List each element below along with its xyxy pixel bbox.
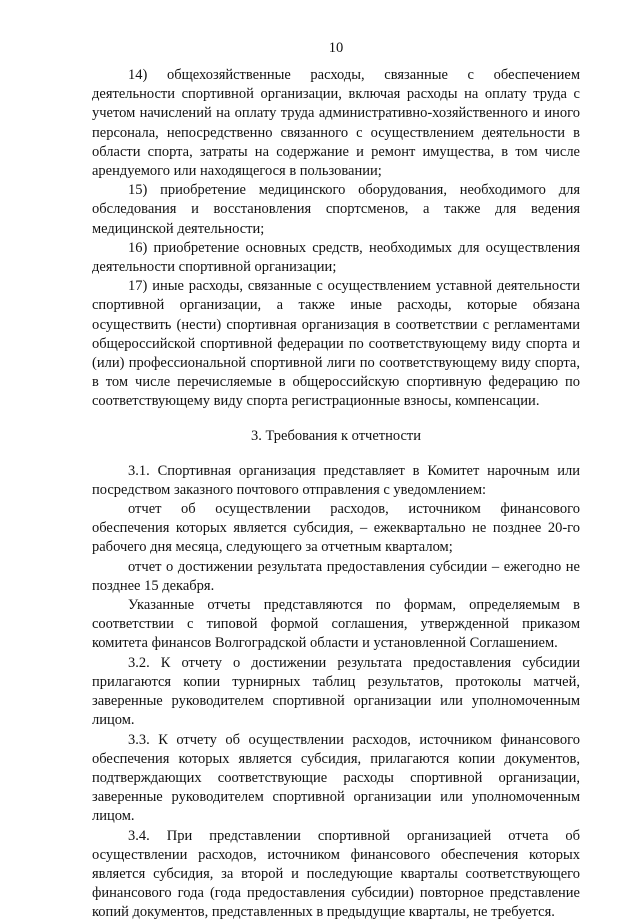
list-item-17: 17) иные расходы, связанные с осуществлением уставной деятельности спортивной организации, а также иные расходы, которые обязана осуществить (нести) спортивная организация в соответствии с регламентами общероссийской спортивной федерации по соответствующему виду спорта и (или) профессиональной спортивной лиги по соответствующему виду спорта, в том числе перечисляемые в общероссийскую спортивную федерацию по соответствующему виду спорта регистрационные взносы, компенсации. <box>92 278 580 410</box>
paragraph-expense-report: отчет об осуществлении расходов, источником финансового обеспечения которых является субсидия, – ежеквартально не позднее 20-го рабочего дня месяца, следующего за отчетным кварталом; <box>92 501 580 556</box>
page-number: 10 <box>328 40 344 56</box>
paragraph-3-4: 3.4. При представлении спортивной организацией отчета об осуществлении расходов, источником финансового обеспечения которых является субсидия, за второй и последующие кварталы соответствующего финансового года (года предоставления субсидии) повторное представление копий документов, представленных в предыдущие кварталы, не требуется. <box>92 827 580 921</box>
document-page <box>92 38 580 923</box>
paragraph-3-1: 3.1. Спортивная организация представляет в Комитет нарочным или посредством заказного почтового отправления с уведомлением: <box>92 462 580 498</box>
paragraph-result-report: отчет о достижении результата предоставления субсидии – ежегодно не позднее 15 декабря. <box>92 558 580 594</box>
list-item-14: 14) общехозяйственные расходы, связанные с обеспечением деятельности спортивной организации, включая расходы на оплату труда с учетом начислений на оплату труда административно-хозяйственного и иного персонала, непосредственно связанного с осуществлением деятельности в области спорта, затраты на содержание и ремонт имущества, в том числе арендуемого или находящегося в пользовании; <box>92 67 580 180</box>
paragraph-3-2: 3.2. К отчету о достижении результата предоставления субсидии прилагаются копии турнирных таблиц результатов, протоколы матчей, заверенные руководителем спортивной организации или уполномоченным лицом. <box>92 654 580 729</box>
list-item-15: 15) приобретение медицинского оборудования, необходимого для обследования и восстановления спортсменов, а также для ведения медицинской деятельности; <box>92 182 580 237</box>
paragraph-report-forms: Указанные отчеты представляются по формам, определяемым в соответствии с типовой формой соглашения, утвержденной приказом комитета финансов Волгоградской области и установленной Соглашением. <box>92 597 580 652</box>
section-heading: 3. Требования к отчетности <box>250 427 422 444</box>
list-item-16: 16) приобретение основных средств, необходимых для осуществления деятельности спортивной организации; <box>92 239 580 276</box>
paragraph-3-3: 3.3. К отчету об осуществлении расходов, источником финансового обеспечения которых является субсидия, прилагаются копии документов, подтверждающих соответствующие расходы спортивной организации, заверенные руководителем спортивной организации или уполномоченным лицом. <box>92 731 580 825</box>
